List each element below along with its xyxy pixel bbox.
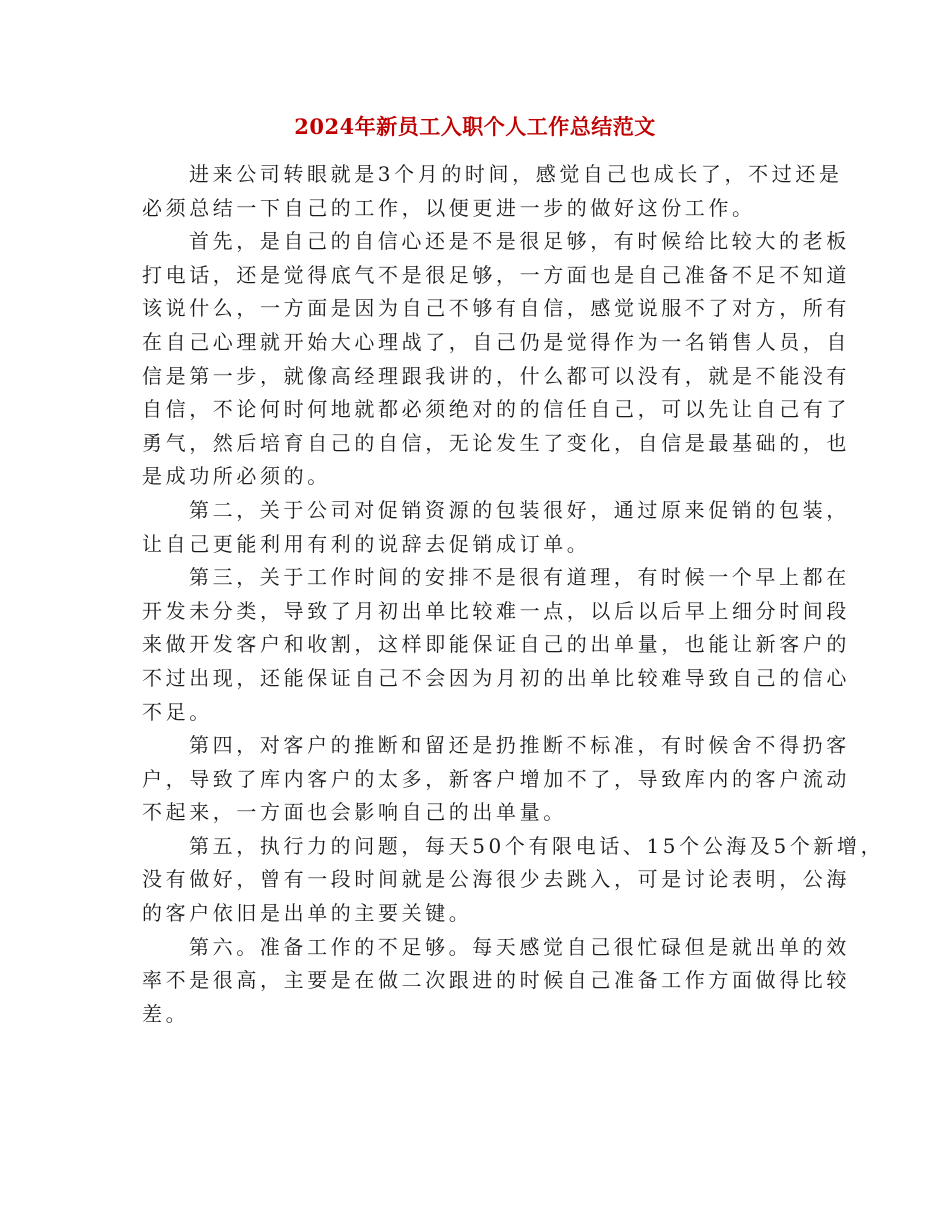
document-title: 2024年新员工入职个人工作总结范文 xyxy=(294,114,656,139)
paragraph-line: 首先，是自己的自信心还是不是很足够，有时候给比较大的老板 xyxy=(189,229,850,254)
paragraph-line: 第四，对客户的推断和留还是扔推断不标准，有时候舍不得扔客 xyxy=(189,733,850,758)
paragraph-line: 第二，关于公司对促销资源的包装很好，通过原来促销的包装， xyxy=(189,497,850,522)
paragraph-line: 让自己更能利用有利的说辞去促销成订单。 xyxy=(142,531,591,556)
paragraph-1 xyxy=(142,158,843,225)
paragraph-7 xyxy=(142,931,850,1032)
paragraph-line: 没有做好，曾有一段时间就是公海很少去跳入，可是讨论表明，公海 xyxy=(142,867,850,892)
paragraph-5 xyxy=(142,729,850,830)
paragraph-line: 必须总结一下自己的工作，以便更进一步的做好这份工作。 xyxy=(142,195,756,220)
paragraph-line: 第五，执行力的问题，每天50个有限电话、15个公海及5个新增， xyxy=(189,833,885,858)
paragraph-line: 户，导致了库内客户的太多，新客户增加不了，导致库内的客户流动 xyxy=(142,766,850,791)
paragraph-line: 第三，关于工作时间的安排不是很有道理，有时候一个早上都在 xyxy=(189,565,850,590)
paragraph-line: 第六。准备工作的不足够。每天感觉自己很忙碌但是就出单的效 xyxy=(189,934,850,959)
paragraph-line: 在自己心理就开始大心理战了，自己仍是觉得作为一名销售人员，自 xyxy=(142,329,850,354)
paragraph-4 xyxy=(142,561,850,729)
paragraph-line: 差。 xyxy=(142,1001,190,1026)
paragraph-line: 不起来，一方面也会影响自己的出单量。 xyxy=(142,800,567,825)
paragraph-line: 不足。 xyxy=(142,699,213,724)
paragraph-line: 率不是很高，主要是在做二次跟进的时候自己准备工作方面做得比较 xyxy=(142,968,850,993)
paragraph-line: 是成功所必须的。 xyxy=(142,464,331,489)
paragraph-line: 勇气，然后培育自己的自信，无论发生了变化，自信是最基础的，也 xyxy=(142,430,850,455)
paragraph-2 xyxy=(142,225,850,494)
paragraph-line: 自信，不论何时何地就都必须绝对的的信任自己，可以先让自己有了 xyxy=(142,397,850,422)
document-body xyxy=(142,158,885,1031)
paragraph-line: 的客户依旧是出单的主要关键。 xyxy=(142,901,473,926)
paragraph-line: 打电话，还是觉得底气不是很足够，一方面也是自己准备不足不知道 xyxy=(142,262,850,287)
paragraph-line: 来做开发客户和收割，这样即能保证自己的出单量，也能让新客户的 xyxy=(142,632,850,657)
paragraph-line: 不过出现，还能保证自己不会因为月初的出单比较难导致自己的信心 xyxy=(142,665,850,690)
paragraph-line: 信是第一步，就像高经理跟我讲的，什么都可以没有，就是不能没有 xyxy=(142,363,850,388)
paragraph-6 xyxy=(142,830,885,931)
paragraph-line: 开发未分类，导致了月初出单比较难一点，以后以后早上细分时间段 xyxy=(142,598,850,623)
paragraph-3 xyxy=(142,494,850,561)
paragraph-line: 该说什么，一方面是因为自己不够有自信，感觉说服不了对方，所有 xyxy=(142,296,850,321)
paragraph-line: 进来公司转眼就是3个月的时间，感觉自己也成长了，不过还是 xyxy=(189,162,843,186)
